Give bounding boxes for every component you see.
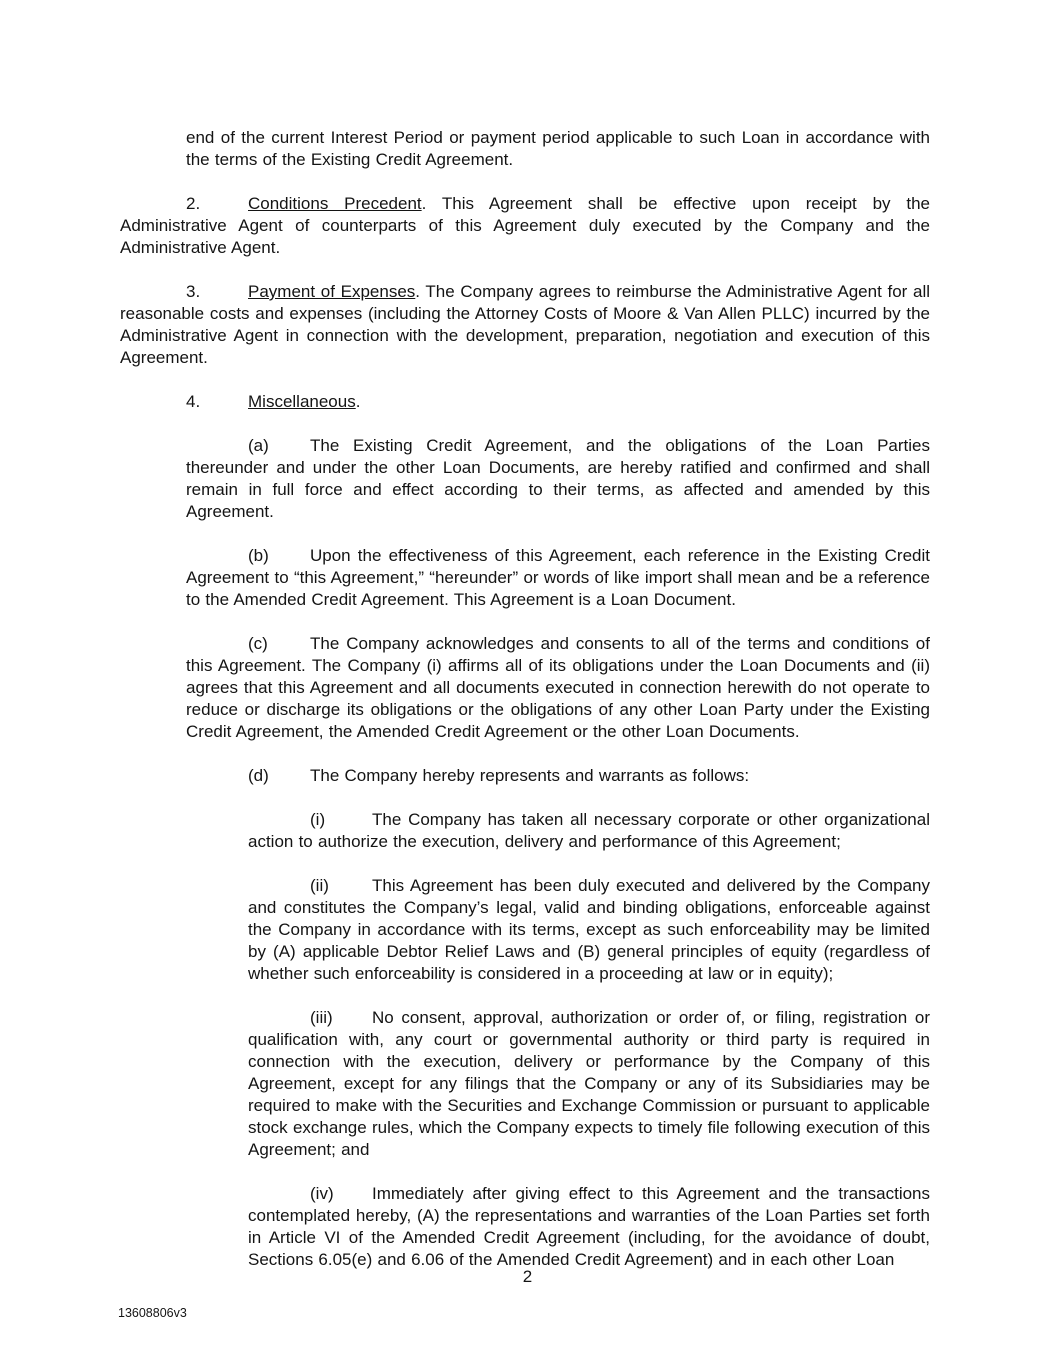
section-number: 2. — [186, 194, 201, 213]
section-heading: Miscellaneous — [248, 392, 356, 411]
clause-marker: (ii) — [310, 876, 329, 895]
subsection-marker: (b) — [248, 546, 269, 565]
paragraph-text: The Company acknowledges and consents to all of the terms and conditions of this Agreement. The Company (i) affirms all of its obligations under the Loan Documents and (ii) agrees that this Agreement and all documents executed in connection herewith do not operate to reduce or discharge its obligations or the obligations of any other Loan Party under the Existing Credit Agreement, the Amended Credit Agreement or the other Loan Documents. — [186, 634, 930, 741]
paragraph-continuation — [186, 127, 930, 171]
clause-marker: (i) — [310, 810, 326, 829]
page-number: 2 — [522, 1267, 533, 1286]
paragraph-text: This Agreement has been duly executed and delivered by the Company and constitutes the Company’s legal, valid and binding obligations, enforceable against the Company in accordance with its terms, except as such enforceability may be limited by (A) applicable Debtor Relief Laws and (B) general principles of equity (regardless of whether such enforceability is considered in a proceeding at law or in equity); — [248, 876, 930, 983]
subsection-marker: (a) — [248, 436, 269, 455]
clause-iv — [248, 1183, 930, 1271]
paragraph-text: end of the current Interest Period or payment period applicable to such Loan in accordance with the terms of the Existing Credit Agreement. — [186, 128, 930, 169]
paragraph-text: The Company has taken all necessary corporate or other organizational action to authorize the execution, delivery and performance of this Agreement; — [248, 810, 930, 851]
subsection-marker: (c) — [248, 634, 268, 653]
paragraph-text: No consent, approval, authorization or order of, or filing, registration or qualification with, any court or governmental authority or third party is required in connection with the execution, delivery or performance by the Company of this Agreement, except for any filings that the Company or any of its Subsidiaries may be required to make with the Securities and Exchange Commission or pursuant to applicable stock exchange rules, which the Company expects to timely file following execution of this Agreement; and — [248, 1008, 930, 1159]
section-heading: Conditions Precedent — [248, 194, 422, 213]
paragraph-text: . The Company agrees to reimburse the Administrative Agent for all reasonable costs and expenses (including the Attorney Costs of Moore & Van Allen PLLC) incurred by the Administrative Agent in connection with the development, preparation, negotiation and execution of this Agreement. — [120, 282, 931, 367]
subsection-b — [186, 545, 930, 611]
clause-iii — [248, 1007, 930, 1161]
paragraph-text: Upon the effectiveness of this Agreement, each reference in the Existing Credit Agreement to “this Agreement,” “hereunder” or words of like import shall mean and be a reference to the Amended Credit Agreement. This Agreement is a Loan Document. — [186, 546, 930, 609]
section-number: 3. — [186, 282, 201, 301]
paragraph-text: The Existing Credit Agreement, and the obligations of the Loan Parties thereunder and under the other Loan Documents, are hereby ratified and confirmed and shall remain in full force and effect according to their terms, as affected and amended by this Agreement. — [186, 436, 930, 521]
paragraph-text: The Company hereby represents and warrants as follows: — [310, 766, 750, 785]
section-number: 4. — [186, 392, 201, 411]
subsection-marker: (d) — [248, 766, 269, 785]
section-2-conditions-precedent — [120, 193, 930, 259]
paragraph-text: Immediately after giving effect to this Agreement and the transactions contemplated hereby, (A) the representations and warranties of the Loan Parties set forth in Article VI of the Amended Credit Agreement (including, for the avoidance of doubt, Sections 6.05(e) and 6.06 of the Amended Credit Agreement) and in each other Loan — [248, 1184, 930, 1269]
paragraph-text: . — [355, 392, 361, 411]
document-body — [120, 127, 930, 1271]
section-4-miscellaneous — [120, 391, 930, 413]
subsection-c — [186, 633, 930, 743]
section-heading: Payment of Expenses — [248, 282, 416, 301]
subsection-a — [186, 435, 930, 523]
paragraph-text: . This Agreement shall be effective upon receipt by the Administrative Agent of counterparts of this Agreement duly executed by the Company and the Administrative Agent. — [120, 194, 930, 257]
document-id-stamp: 13608806v3 — [118, 1306, 187, 1320]
subsection-d — [186, 765, 930, 787]
clause-marker: (iv) — [310, 1184, 334, 1203]
section-3-payment-of-expenses — [120, 281, 930, 369]
clause-ii — [248, 875, 930, 985]
clause-marker: (iii) — [310, 1008, 333, 1027]
clause-i — [248, 809, 930, 853]
